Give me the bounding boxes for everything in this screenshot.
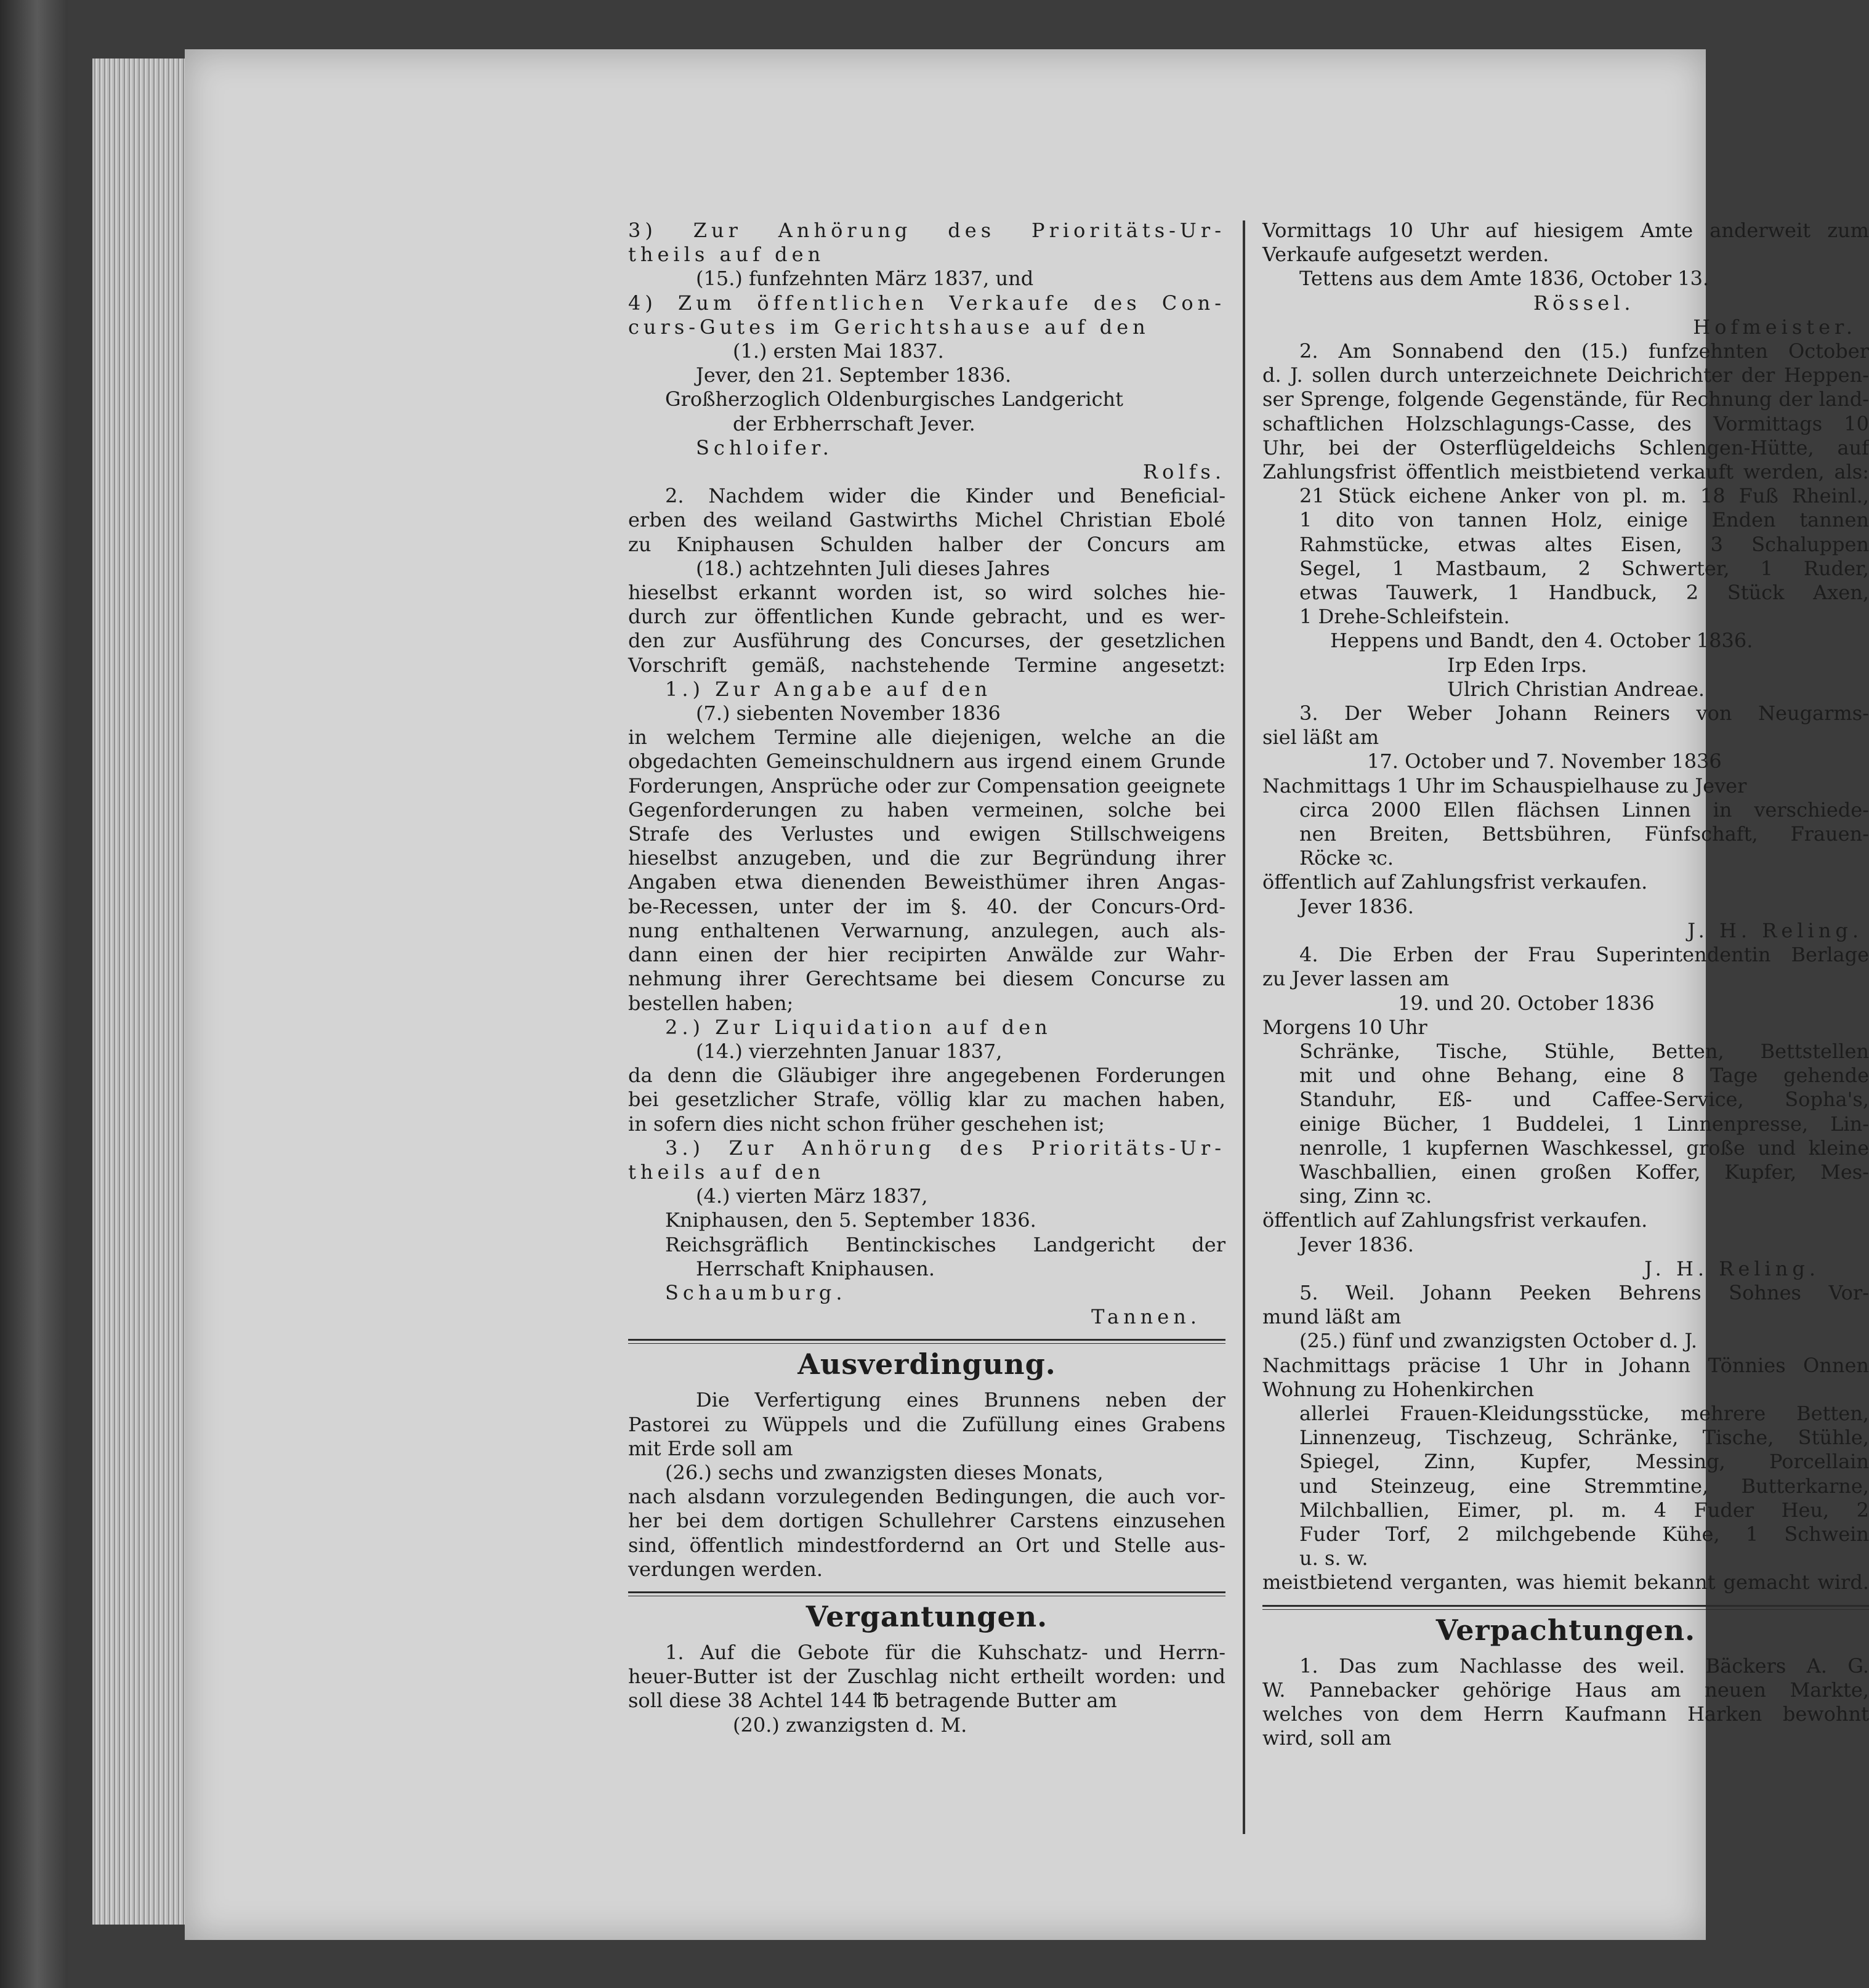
text-line: obgedachten Gemeinschuldnern aus irgend einem Grunde: [628, 750, 1225, 774]
heading-rule: [628, 1591, 1225, 1596]
text-line: nung enthaltenen Verwarnung, anzulegen, auch als-: [628, 918, 1225, 942]
text-line: und Steinzeug, eine Stremmtine, Butterkarne,: [1299, 1474, 1869, 1498]
right-column: [1262, 219, 1869, 1750]
text-line: verdungen werden.: [628, 1557, 823, 1581]
text-line: zu Kniphausen Schulden halber der Concurs am: [628, 532, 1225, 556]
section-verpachtungen: [1262, 1605, 1869, 1651]
text-line: Uhr, bei der Osterflügeldeichs Schlengen-Hütte, auf: [1262, 435, 1869, 459]
heading-rule: [628, 1339, 1225, 1344]
text-line: Vormittags 10 Uhr auf hiesigem Amte anderweit zum: [1262, 219, 1869, 242]
text-line: u. s. w.: [1299, 1546, 1368, 1570]
text-line: Pastorei zu Wüppels und die Zufüllung eines Grabens: [628, 1412, 1225, 1436]
text-line: 3) Zur Anhörung des Prioritäts-Ur-: [628, 219, 1225, 242]
section-heading: Verpachtungen.: [1435, 1613, 1696, 1647]
text-line: zu Jever lassen am: [1262, 967, 1450, 991]
text-line: nach alsdann vorzulegenden Bedingungen, die auch vor-: [628, 1485, 1225, 1509]
text-line: Strafe des Verlustes und ewigen Stillschweigens: [628, 822, 1225, 846]
text-line: 1 Drehe-Schleifstein.: [1299, 605, 1510, 629]
text-line: curs-Gutes im Gerichtshause auf den: [628, 315, 1150, 339]
section-ausverdingung: [628, 1339, 1225, 1384]
text-line: be-Recessen, unter der im §. 40. der Concurs-Ord-: [628, 894, 1225, 918]
text-line: 1. Das zum Nachlasse des weil. Bäckers A. G.: [1299, 1654, 1869, 1678]
text-line: soll diese 38 Achtel 144 ℔ betragende Butter am: [628, 1689, 1117, 1713]
text-line: Waschballien, einen großen Koffer, Kupfer, Mes-: [1299, 1160, 1869, 1184]
text-line: Gegenforderungen zu haben vermeinen, solche bei: [628, 798, 1225, 822]
text-line: Jever 1836.: [1299, 894, 1414, 918]
left-column: [628, 219, 1225, 1737]
text-line: Linnenzeug, Tischzeug, Schränke, Tische, Stühle,: [1299, 1426, 1869, 1450]
text-line: Standuhr, Eß- und Caffee-Service, Sopha's,: [1299, 1088, 1869, 1112]
signature: Rössel.: [1533, 291, 1635, 315]
text-line: Fuder Torf, 2 milchgebende Kühe, 1 Schwein: [1299, 1522, 1869, 1546]
text-line: (14.) vierzehnten Januar 1837,: [696, 1039, 1003, 1063]
signature: Irp Eden Irps.: [1447, 653, 1588, 677]
text-line: einige Bücher, 1 Buddelei, 1 Linnenpresse, Lin-: [1299, 1112, 1869, 1136]
text-line: (7.) siebenten November 1836: [696, 701, 1001, 725]
text-line: her bei dem dortigen Schullehrer Carstens einzusehen: [628, 1509, 1225, 1533]
text-line: durch zur öffentlichen Kunde gebracht, und es wer-: [628, 605, 1225, 629]
text-line: nen Breiten, Bettsbühren, Fünfschaft, Frauen-: [1299, 822, 1869, 846]
text-line: ser Sprenge, folgende Gegenstände, für Rechnung der land-: [1262, 387, 1869, 411]
text-line: theils auf den: [628, 1160, 825, 1184]
heading-rule: [1262, 1605, 1869, 1610]
text-line: der Erbherrschaft Jever.: [733, 411, 975, 435]
text-line: 2.) Zur Liquidation auf den: [665, 1015, 1052, 1039]
text-line: den zur Ausführung des Concurses, der gesetzlichen: [628, 629, 1225, 653]
section-heading: Vergantungen.: [805, 1599, 1048, 1633]
signature: Schaumburg.: [665, 1280, 847, 1304]
text-line: Wohnung zu Hohenkirchen: [1262, 1377, 1535, 1401]
text-line: in sofern dies nicht schon früher geschehen ist;: [628, 1112, 1105, 1136]
text-line: Reichsgräflich Bentinckisches Landgericht der: [665, 1232, 1225, 1256]
text-line: welches von dem Herrn Kaufmann Harken bewohnt: [1262, 1702, 1869, 1726]
newspaper-page: [185, 49, 1869, 1940]
text-line: 3. Der Weber Johann Reiners von Neugarms-: [1299, 701, 1869, 725]
text-line: Morgens 10 Uhr: [1262, 1015, 1427, 1039]
text-line: W. Pannebacker gehörige Haus am neuen Markte,: [1262, 1678, 1869, 1702]
text-line: Röcke ꝛc.: [1299, 846, 1394, 870]
text-line: Zahlungsfrist öffentlich meistbietend verkauft werden, als:: [1262, 460, 1869, 484]
text-line: heuer-Butter ist der Zuschlag nicht ertheilt worden: und: [628, 1665, 1225, 1689]
text-line: 1 dito von tannen Holz, einige Enden tannen: [1299, 508, 1869, 532]
text-line: mund läßt am: [1262, 1305, 1402, 1329]
text-line: dann einen der hier recipirten Anwälde zur Wahr-: [628, 943, 1225, 967]
text-line: 4. Die Erben der Frau Superintendentin Berlage: [1299, 943, 1869, 967]
signature: Ulrich Christian Andreae.: [1447, 677, 1705, 701]
text-line: (20.) zwanzigsten d. M.: [733, 1713, 967, 1737]
text-line: (4.) vierten März 1837,: [696, 1184, 928, 1208]
signature: Rolfs.: [1142, 460, 1225, 484]
text-line: 1. Auf die Gebote für die Kuhschatz- und Herrn-: [665, 1640, 1225, 1664]
text-line: (15.) funfzehnten März 1837, und: [696, 267, 1034, 291]
text-line: Spiegel, Zinn, Kupfer, Messing, Porcellain: [1299, 1450, 1869, 1474]
text-line: 21 Stück eichene Anker von pl. m. 18 Fuß Rheinl.,: [1299, 484, 1869, 508]
text-line: Jever, den 21. September 1836.: [696, 363, 1012, 387]
column-divider: [1243, 220, 1245, 1834]
text-line: sind, öffentlich mindestfordernd an Ort und Stelle aus-: [628, 1533, 1225, 1557]
text-line: schaftlichen Holzschlagungs-Casse, des Vormittags 10: [1262, 411, 1869, 435]
text-line: (26.) sechs und zwanzigsten dieses Monats,: [665, 1460, 1104, 1484]
text-line: wird, soll am: [1262, 1726, 1392, 1750]
text-line: 3.) Zur Anhörung des Prioritäts-Ur-: [665, 1136, 1225, 1160]
section-heading: Ausverdingung.: [797, 1348, 1056, 1381]
text-line: Jever 1836.: [1299, 1232, 1414, 1256]
text-line: hieselbst anzugeben, und die zur Begründung ihrer: [628, 846, 1225, 870]
text-line: 1.) Zur Angabe auf den: [665, 677, 992, 701]
text-line: etwas Tauwerk, 1 Handbuck, 2 Stück Axen,: [1299, 581, 1869, 605]
signature: J. H. Reling.: [1644, 1256, 1820, 1280]
text-line: hieselbst erkannt worden ist, so wird solches hie-: [628, 581, 1225, 605]
text-line: öffentlich auf Zahlungsfrist verkaufen.: [1262, 870, 1648, 894]
text-line: Milchballien, Eimer, pl. m. 4 Fuder Heu, 2: [1299, 1498, 1869, 1522]
text-line: (1.) ersten Mai 1837.: [733, 339, 944, 363]
text-line: (18.) achtzehnten Juli dieses Jahres: [696, 556, 1050, 580]
section-vergantungen: [628, 1591, 1225, 1637]
text-line: allerlei Frauen-Kleidungsstücke, mehrere Betten,: [1299, 1401, 1869, 1425]
text-line: Großherzoglich Oldenburgisches Landgericht: [665, 387, 1123, 411]
text-line: öffentlich auf Zahlungsfrist verkaufen.: [1262, 1208, 1648, 1232]
text-line: Segel, 1 Mastbaum, 2 Schwerter, 1 Ruder,: [1299, 556, 1869, 580]
text-line: Kniphausen, den 5. September 1836.: [665, 1208, 1036, 1232]
text-line: 2. Nachdem wider die Kinder und Beneficial-: [665, 484, 1225, 508]
text-line: sing, Zinn ꝛc.: [1299, 1184, 1432, 1208]
text-line: Rahmstücke, etwas altes Eisen, 3 Schaluppen: [1299, 532, 1869, 556]
signature: Schloifer.: [696, 435, 833, 459]
text-line: mit und ohne Behang, eine 8 Tage gehende: [1299, 1064, 1869, 1088]
text-line: Vorschrift gemäß, nachstehende Termine angesetzt:: [628, 653, 1225, 677]
text-line: d. J. sollen durch unterzeichnete Deichrichter der Heppen-: [1262, 363, 1869, 387]
text-line: 5. Weil. Johann Peeken Behrens Sohnes Vor-: [1299, 1280, 1869, 1304]
text-line: nenrolle, 1 kupfernen Waschkessel, große und kleine: [1299, 1136, 1869, 1160]
text-line: Angaben etwa dienenden Beweisthümer ihren Angas-: [628, 870, 1225, 894]
text-line: Die Verfertigung eines Brunnens neben der: [696, 1388, 1225, 1412]
book-spine: [0, 0, 68, 1988]
text-line: Verkaufe aufgesetzt werden.: [1262, 243, 1549, 267]
text-line: erben des weiland Gastwirths Michel Christian Ebolé: [628, 508, 1225, 532]
text-line: 2. Am Sonnabend den (15.) funfzehnten October: [1299, 339, 1869, 363]
text-line: siel läßt am: [1262, 725, 1379, 750]
text-line: Tettens aus dem Amte 1836, October 13.: [1299, 267, 1710, 291]
text-line: bei gesetzlicher Strafe, völlig klar zu machen haben,: [628, 1088, 1225, 1112]
text-line: bestellen haben;: [628, 991, 794, 1015]
signature: J. H. Reling.: [1687, 918, 1863, 942]
text-line: 4) Zum öffentlichen Verkaufe des Con-: [628, 291, 1225, 315]
text-line: (25.) fünf und zwanzigsten October d. J.: [1299, 1329, 1698, 1353]
text-line: meistbietend verganten, was hiemit bekannt gemacht wird.: [1262, 1570, 1869, 1594]
signature: Hofmeister.: [1693, 315, 1857, 339]
text-line: 17. October und 7. November 1836: [1367, 750, 1722, 774]
text-line: theils auf den: [628, 243, 825, 267]
page-edges: [92, 59, 197, 1925]
text-line: mit Erde soll am: [628, 1436, 793, 1460]
text-line: 19. und 20. October 1836: [1398, 991, 1655, 1015]
text-line: Forderungen, Ansprüche oder zur Compensation geeignete: [628, 774, 1225, 798]
text-line: Nachmittags präcise 1 Uhr in Johann Tönnies Onnen: [1262, 1353, 1869, 1377]
text-line: nehmung ihrer Gerechtsame bei diesem Concurse zu: [628, 967, 1225, 991]
signature: Tannen.: [1091, 1305, 1201, 1329]
text-line: in welchem Termine alle diejenigen, welche an die: [628, 725, 1225, 750]
text-line: Heppens und Bandt, den 4. October 1836.: [1330, 629, 1753, 653]
text-line: Schränke, Tische, Stühle, Betten, Bettstellen: [1299, 1039, 1869, 1063]
text-line: circa 2000 Ellen flächsen Linnen in verschiede-: [1299, 798, 1869, 822]
text-line: Nachmittags 1 Uhr im Schauspielhause zu Jever: [1262, 774, 1747, 798]
text-line: da denn die Gläubiger ihre angegebenen Forderungen: [628, 1064, 1225, 1088]
text-line: Herrschaft Kniphausen.: [696, 1256, 935, 1280]
